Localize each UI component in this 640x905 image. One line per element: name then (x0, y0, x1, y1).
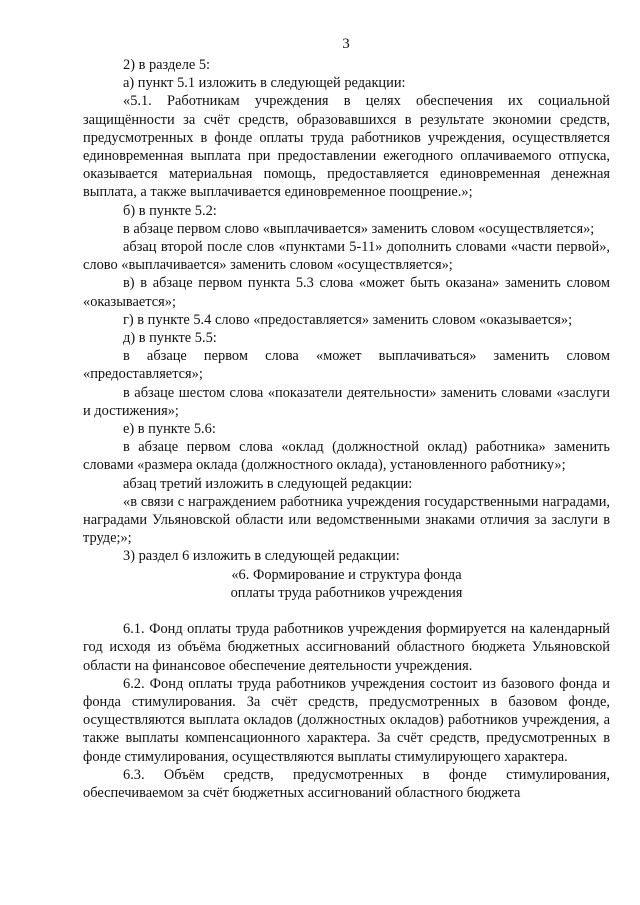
section-heading-line: «6. Формирование и структура фонда (231, 566, 462, 583)
paragraph: 6.1. Фонд оплаты труда работников учреждения формируется на календарный год исходя из объёма бюджетных ассигнований областного бюджета Ульяновской области на финансовое обеспечение деятельности учреждения. (83, 621, 610, 674)
paragraph: «в связи с награждением работника учреждения государственными наградами, наградами Ульяновской области или ведомственными знаками отличия за заслуги в труде;»; (83, 493, 610, 547)
page-number: 3 (342, 36, 350, 52)
paragraph: абзац второй после слов «пунктами 5-11» дополнить словами «части первой», слово «выплачивается» заменить словом «осуществляется»; (83, 239, 610, 274)
paragraph: е) в пункте 5.6: (123, 421, 216, 438)
spacer (83, 602, 610, 620)
paragraph: 3) раздел 6 изложить в следующей редакции: (123, 548, 400, 565)
paragraph: 6.2. Фонд оплаты труда работников учреждения состоит из базового фонда и фонда стимулирования. За счёт средств, предусмотренных в базовом фонде, осуществляются выплата окладов (должностных окладов) работников учреждения, а также выплаты компенсационного характера. За счёт средств, предусмотренных в фонде стимулирования, осуществляются выплаты стимулирующего характера. (83, 675, 610, 765)
paragraph: в абзаце шестом слова «показатели деятельности» заменить словами «заслуги и достижения»; (83, 384, 610, 419)
paragraph: 2) в разделе 5: (123, 57, 211, 73)
paragraph: а) пункт 5.1 изложить в следующей редакции: (123, 75, 406, 92)
paragraph: в абзаце первом слово «выплачивается» заменить словом «осуществляется»; (123, 220, 595, 237)
paragraph: в абзаце первом слова «оклад (должностной оклад) работника» заменить словами «размера оклада (должностного оклада), установленного работнику»; (83, 439, 610, 474)
section-heading-line: оплаты труда работников учреждения (230, 584, 463, 601)
paragraph: 6.3. Объём средств, предусмотренных в фонде стимулирования, обеспечиваемом за счёт бюджетных ассигнований областного бюджета (83, 766, 610, 801)
paragraph: абзац третий изложить в следующей редакции: (123, 475, 413, 492)
paragraph: «5.1. Работникам учреждения в целях обеспечения их социальной защищённости за счёт средств, образовавшихся в результате экономии средств, предусмотренных в фонде оплаты труда работников учреждения, осуществляется единовременная выплата при предоставлении ежегодного оплачиваемого отпуска, оказывается материальная помощь, предоставляется единовременная денежная выплата, а также выплачивается единовременное поощрение.»; (83, 93, 610, 201)
paragraph: д) в пункте 5.5: (123, 330, 217, 347)
paragraph: б) в пункте 5.2: (123, 202, 217, 219)
paragraph: в абзаце первом слова «может выплачиваться» заменить словом «предоставляется»; (83, 348, 610, 383)
paragraph: в) в абзаце первом пункта 5.3 слова «может быть оказана» заменить словом «оказывается»; (83, 275, 610, 310)
paragraph: г) в пункте 5.4 слово «предоставляется» заменить словом «оказывается»; (123, 311, 573, 328)
document-body (83, 56, 610, 802)
